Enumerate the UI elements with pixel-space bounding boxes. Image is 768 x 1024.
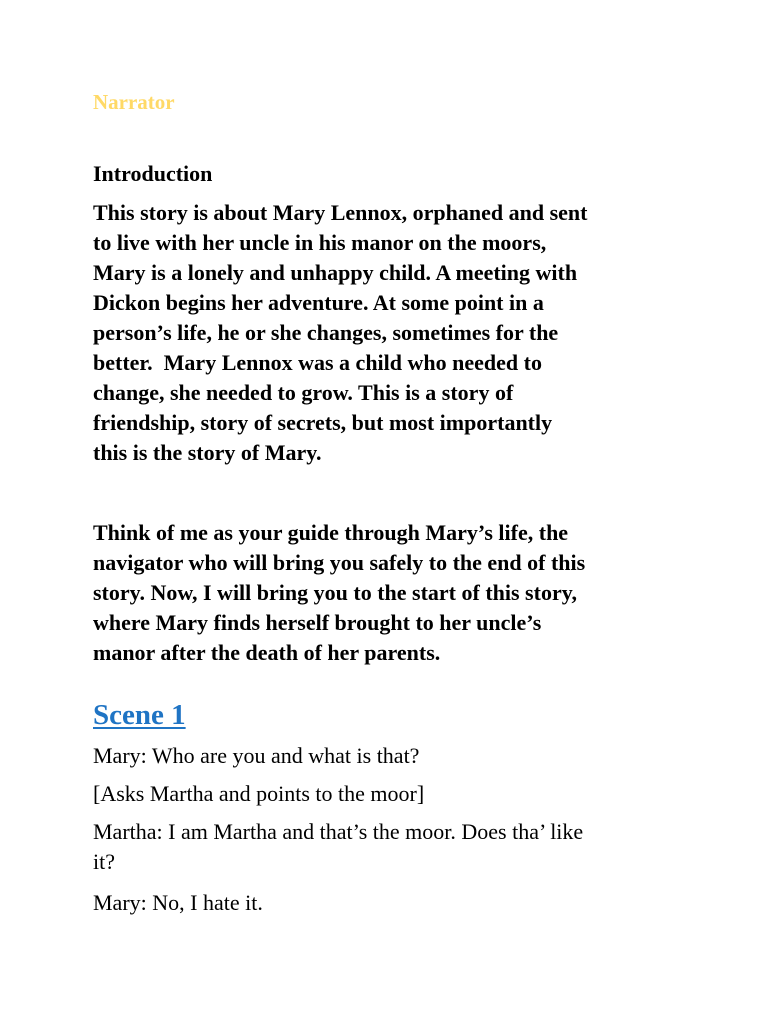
paragraph-line: This story is about Mary Lennox, orphaned and sent bbox=[93, 200, 588, 225]
paragraph-line: friendship, story of secrets, but most importantly bbox=[93, 410, 553, 435]
paragraph-line: better. Mary Lennox was a child who needed to bbox=[93, 350, 542, 375]
paragraph-line: change, she needed to grow. This is a story of bbox=[93, 380, 514, 405]
dialogue-text: it? bbox=[93, 849, 115, 874]
paragraph-line: Mary is a lonely and unhappy child. A meeting with bbox=[93, 260, 578, 285]
dialogue-line bbox=[93, 741, 688, 771]
dialogue-text: Martha: I am Martha and that’s the moor. Does tha’ like bbox=[93, 819, 584, 844]
narrator-label: Narrator bbox=[93, 90, 175, 114]
paragraph-line: this is the story of Mary. bbox=[93, 440, 322, 465]
paragraph-line: Dickon begins her adventure. At some point in a bbox=[93, 290, 544, 315]
scene-heading: Scene 1 bbox=[93, 699, 186, 731]
dialogue-text: [Asks Martha and points to the moor] bbox=[93, 781, 425, 806]
dialogue-line bbox=[93, 888, 688, 918]
paragraph-line: navigator who will bring you safely to the end of this bbox=[93, 550, 586, 575]
paragraph-line: Think of me as your guide through Mary’s life, the bbox=[93, 520, 569, 545]
dialogue-line bbox=[93, 817, 688, 877]
stage-direction bbox=[93, 779, 688, 809]
paragraph-line: to live with her uncle in his manor on the moors, bbox=[93, 230, 547, 255]
dialogue-text: Mary: Who are you and what is that? bbox=[93, 743, 420, 768]
paragraph-line: story. Now, I will bring you to the start of this story, bbox=[93, 580, 577, 605]
guide-paragraph bbox=[93, 518, 688, 668]
introduction-paragraph bbox=[93, 198, 688, 468]
introduction-heading: Introduction bbox=[93, 161, 213, 186]
dialogue-text: Mary: No, I hate it. bbox=[93, 890, 263, 915]
paragraph-line: where Mary finds herself brought to her uncle’s bbox=[93, 610, 542, 635]
paragraph-line: person’s life, he or she changes, sometimes for the bbox=[93, 320, 559, 345]
paragraph-line: manor after the death of her parents. bbox=[93, 640, 441, 665]
